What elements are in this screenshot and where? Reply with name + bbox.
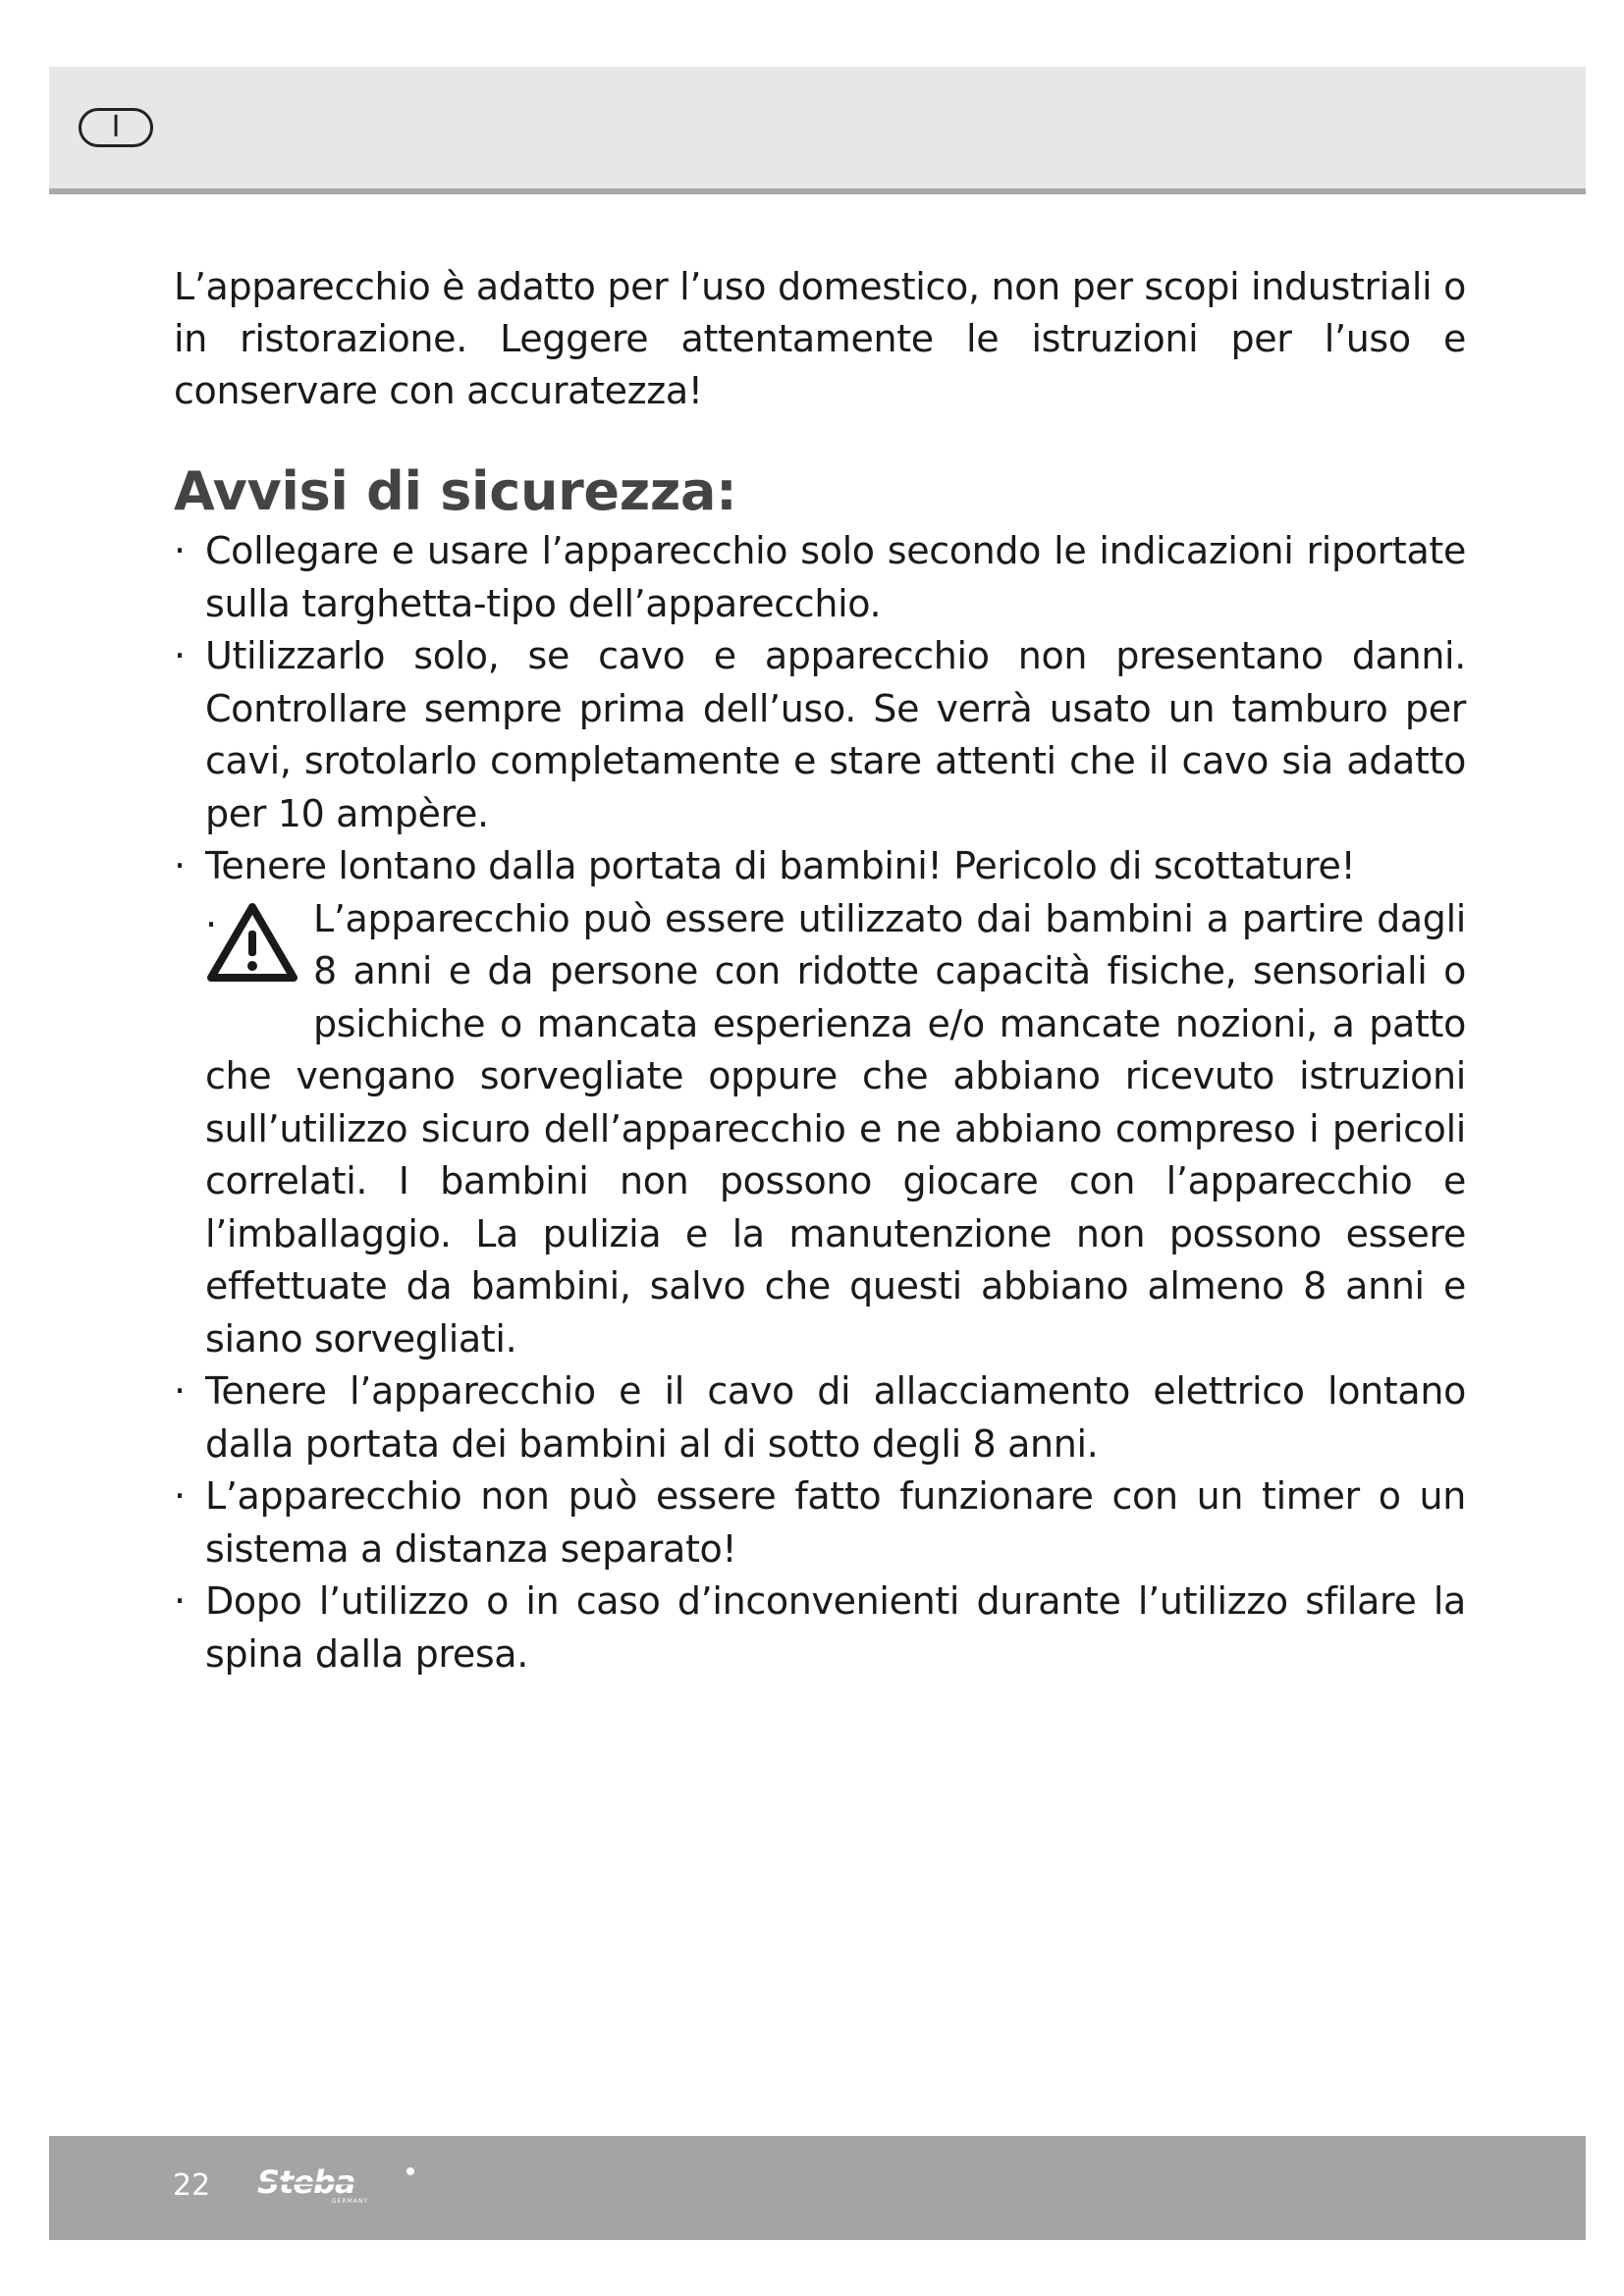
bullet-dot: · (174, 1579, 186, 1623)
section-heading: Avvisi di sicurezza: (174, 460, 737, 522)
list-item-text: L’apparecchio può essere utilizzato dai bambini a partire dagli 8 anni e da persone con ridotte capacità fisiche, sensoriali o psichiche o mancata esperienza e/o mancate nozioni, a patto che vengano sorvegliate oppure che abbiano ricevuto istruzioni sull’utilizzo sicuro dell’apparecchio e ne abbiano compreso i pericoli correlati. I bambini non possono giocare con l’apparecchio e l’imballaggio. La pulizia e la manutenzione non possono essere effettuate da bambini, salvo che questi abbiano almeno 8 anni e siano sorvegliati. (205, 896, 1466, 1361)
language-badge: I (79, 108, 153, 147)
safety-list (174, 525, 1466, 1681)
list-item (174, 1470, 1466, 1575)
bullet-dot: · (174, 1474, 186, 1518)
list-item (174, 1365, 1466, 1470)
list-item (174, 840, 1466, 893)
svg-text:GERMANY: GERMANY (332, 2198, 369, 2205)
list-item-text: L’apparecchio non può essere fatto funzionare con un timer o un sistema a distanza separato! (205, 1474, 1466, 1571)
bullet-dot: · (174, 1369, 186, 1413)
header-band (49, 67, 1586, 194)
list-item-text: Tenere lontano dalla portata di bambini! Pericolo di scottature! (205, 844, 1356, 887)
warning-triangle-icon (205, 901, 299, 984)
page-number: 22 (173, 2168, 211, 2203)
bullet-dot: · (174, 634, 186, 677)
bullet-dot: · (174, 844, 186, 887)
bullet-dot: · (205, 902, 217, 946)
bullet-dot: · (174, 529, 186, 572)
svg-text:Steba: Steba (257, 2163, 355, 2201)
list-item (174, 525, 1466, 630)
steba-logo (255, 2163, 422, 2205)
footer-band (49, 2136, 1586, 2240)
list-item-text: Tenere l’apparecchio e il cavo di allacciamento elettrico lontano dalla portata dei bambini al di sotto degli 8 anni. (205, 1369, 1466, 1466)
intro-paragraph: L’apparecchio è adatto per l’uso domestico, non per scopi industriali o in ristorazione. Leggere attentamente le istruzioni per l’uso e conservare con accuratezza! (174, 265, 1466, 412)
list-item-text: Dopo l’utilizzo o in caso d’inconvenienti durante l’utilizzo sfilare la spina dalla presa. (205, 1579, 1466, 1676)
warning-figure (205, 899, 303, 1001)
list-item-text: Utilizzarlo solo, se cavo e apparecchio non presentano danni. Controllare sempre prima dell’uso. Se verrà usato un tamburo per cavi, srotolarlo completamente e stare attenti che il cavo sia adatto per 10 ampère. (205, 634, 1466, 835)
list-item-text: Collegare e usare l’apparecchio solo secondo le indicazioni riportate sulla targhetta-tipo dell’apparecchio. (205, 529, 1466, 625)
list-item (174, 1575, 1466, 1681)
list-item-warning (174, 893, 1466, 1366)
page-content (174, 261, 1466, 1681)
list-item (174, 630, 1466, 840)
